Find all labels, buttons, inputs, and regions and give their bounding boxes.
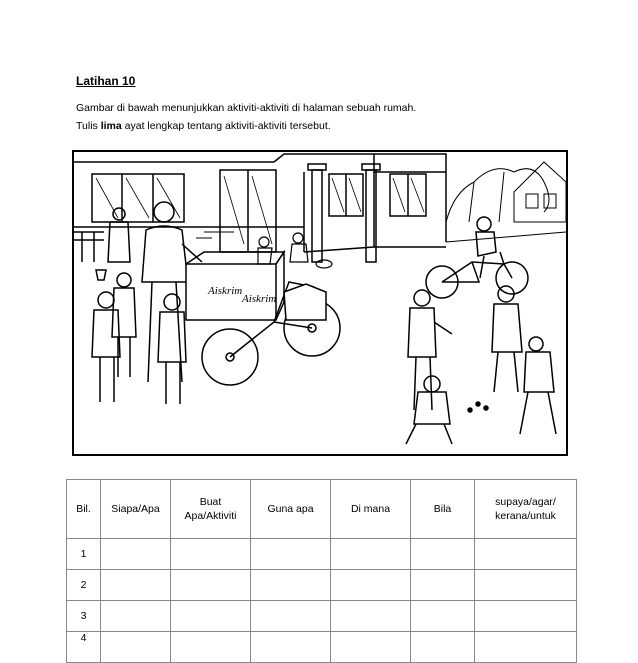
answer-cell[interactable] <box>251 632 331 663</box>
header-siapa-apa: Siapa/Apa <box>101 480 171 539</box>
ice-cream-cart <box>186 232 340 385</box>
answer-cell[interactable] <box>475 632 577 663</box>
bicycle-rider <box>426 217 528 298</box>
row-number: 2 <box>67 570 101 601</box>
answer-cell[interactable] <box>171 601 251 632</box>
instruction-suffix: ayat lengkap tentang aktiviti-aktiviti tersebut. <box>121 120 331 132</box>
table-row <box>67 601 577 632</box>
instruction-line-2 <box>76 120 331 132</box>
answer-cell[interactable] <box>331 632 411 663</box>
table-header-row <box>67 480 577 539</box>
row-number: 4 <box>67 632 101 663</box>
answer-cell[interactable] <box>171 632 251 663</box>
answer-cell[interactable] <box>101 601 171 632</box>
cart-sign-left: Aiskrim <box>208 285 243 297</box>
instruction-bold-word: lima <box>100 120 122 132</box>
header-buat-apa: Buat Apa/Aktiviti <box>171 480 251 539</box>
yard-scene-drawing <box>74 152 566 454</box>
tree-and-neighbour-house <box>446 162 566 242</box>
header-bila: Bila <box>411 480 475 539</box>
answer-cell[interactable] <box>251 601 331 632</box>
header-guna-apa: Guna apa <box>251 480 331 539</box>
activity-table <box>66 479 577 663</box>
answer-cell[interactable] <box>101 632 171 663</box>
cart-sign-right: Aiskrim <box>242 293 277 305</box>
table-row <box>67 570 577 601</box>
answer-cell[interactable] <box>475 601 577 632</box>
row-number: 1 <box>67 539 101 570</box>
answer-cell[interactable] <box>101 539 171 570</box>
answer-cell[interactable] <box>475 570 577 601</box>
answer-cell[interactable] <box>331 539 411 570</box>
answer-cell[interactable] <box>411 539 475 570</box>
answer-cell[interactable] <box>331 570 411 601</box>
answer-cell[interactable] <box>331 601 411 632</box>
answer-cell[interactable] <box>411 632 475 663</box>
table-row <box>67 539 577 570</box>
boys-playing-marbles <box>406 286 556 444</box>
answer-cell[interactable] <box>411 570 475 601</box>
header-supaya: supaya/agar/ kerana/untuk <box>475 480 577 539</box>
table-row <box>67 632 577 663</box>
header-bil: Bil. <box>67 480 101 539</box>
activity-illustration <box>72 150 568 456</box>
answer-cell[interactable] <box>171 539 251 570</box>
header-di-mana: Di mana <box>331 480 411 539</box>
row-number: 3 <box>67 601 101 632</box>
instruction-prefix: Tulis <box>76 120 101 132</box>
answer-cell[interactable] <box>171 570 251 601</box>
answer-cell[interactable] <box>475 539 577 570</box>
answer-cell[interactable] <box>101 570 171 601</box>
answer-cell[interactable] <box>251 570 331 601</box>
instruction-line-1: Gambar di bawah menunjukkan aktiviti-aktiviti di halaman sebuah rumah. <box>76 102 417 114</box>
answer-cell[interactable] <box>411 601 475 632</box>
answer-cell[interactable] <box>251 539 331 570</box>
exercise-title: Latihan 10 <box>76 74 136 88</box>
